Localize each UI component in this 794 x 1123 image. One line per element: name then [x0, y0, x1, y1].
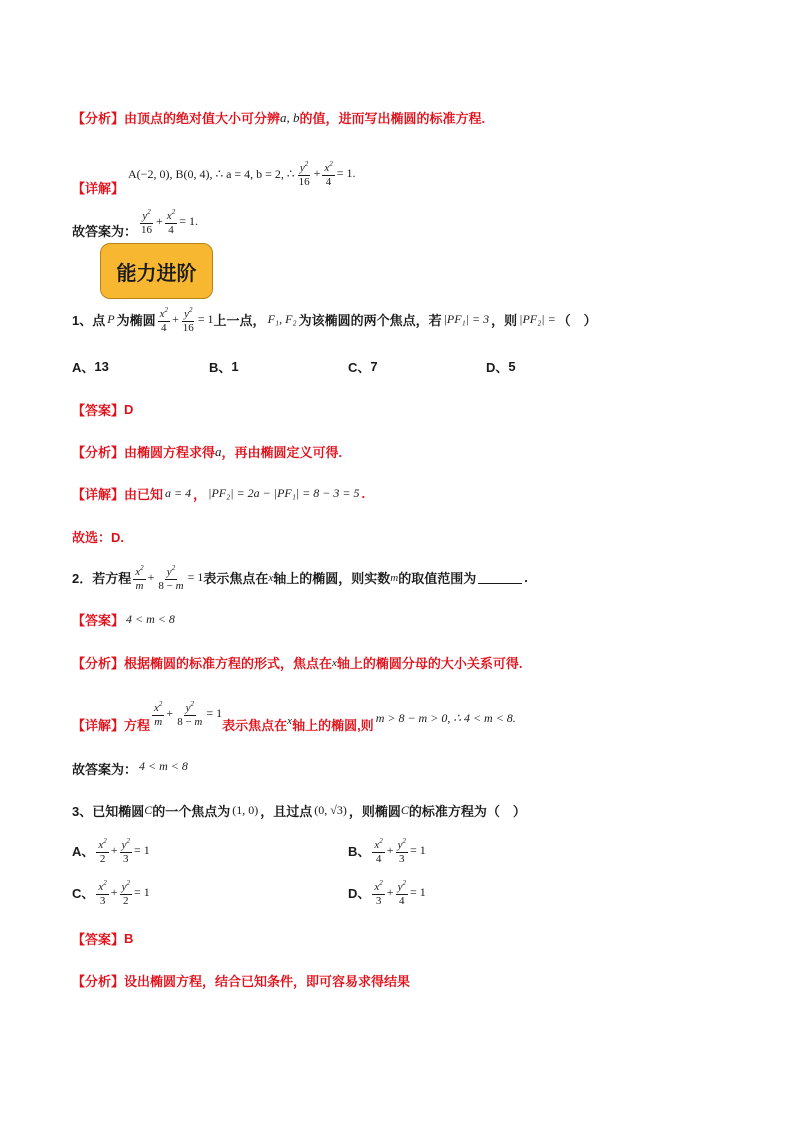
- final-expression: 4 < m < 8: [139, 759, 188, 773]
- detail-text: 由已知: [124, 487, 164, 502]
- answer-tag: 【答案】: [72, 403, 125, 418]
- var-c: C: [400, 803, 409, 817]
- q2-detail: 【详解】 方程 $\frac{x^2}{m}$ + $\frac{y^2}{8 - m}$ = 1 表示焦点在 x 轴上的椭圆,则 m > 8 − m > 0, ∴ 4 < m < 8.: [72, 700, 516, 733]
- q1-option-c[interactable]: C、 7: [348, 359, 378, 375]
- fraction-x2-4: $\frac{x^2}{4}$: [166, 208, 176, 236]
- var-x: x: [332, 656, 337, 669]
- detail-text: ，: [193, 487, 207, 502]
- var-x: x: [287, 714, 293, 727]
- q1-text: 为该椭圆的两个焦点，若: [298, 313, 442, 328]
- q3-option-b[interactable]: B、 $\frac{x^2}{4}$ + $\frac{y^2}{3}$ = 1: [348, 837, 426, 865]
- analysis-text: 设出椭圆方程，结合已知条件，即可容易求得结果: [124, 974, 411, 989]
- detail-expression: a = 4: [165, 486, 192, 500]
- fraction-x2-m: $\frac{x^2}{m}$: [154, 700, 163, 728]
- q3-text: 的一个焦点为: [152, 804, 231, 819]
- q2-stem: 2．若方程 $\frac{x^2}{m}$ + $\frac{y^2}{8 - m}$ = 1 表示焦点在 x 轴上的椭圆，则实数 m 的取值范围为 .: [72, 564, 528, 592]
- q1-detail: [72, 484, 365, 503]
- q1-analysis: [72, 442, 342, 461]
- analysis-var: a, b: [280, 109, 300, 125]
- q1-text: 上一点，: [213, 313, 266, 328]
- fraction-y2-16: $\frac{y^2}{16}$: [298, 160, 310, 188]
- detail-expression: A(−2, 0), B(0, 4), ∴ a = 4, b = 2, ∴: [128, 167, 295, 181]
- q1-text: 为椭圆: [116, 313, 156, 328]
- answer-value: 4 < m < 8: [126, 612, 175, 626]
- q3-text: 3、已知椭圆: [72, 804, 145, 819]
- fraction-y2-8m: $\frac{y^2}{8 - m}$: [158, 564, 184, 592]
- detail-text: 方程: [124, 718, 151, 733]
- q2-text: 的取值范围为: [398, 571, 477, 586]
- q1-option-b[interactable]: B、 1: [209, 359, 239, 375]
- analysis-tag: 【分析】: [72, 445, 125, 460]
- q1-answer: [72, 400, 133, 419]
- q3-option-c[interactable]: C、 $\frac{x^2}{3}$ + $\frac{y^2}{2}$ = 1: [72, 879, 150, 907]
- q3-option-d[interactable]: D、 $\frac{x^2}{3}$ + $\frac{y^2}{4}$ = 1: [348, 879, 426, 907]
- analysis-text: 的值，进而写出椭圆的标准方程.: [299, 111, 486, 126]
- q1-text: 1、点: [72, 313, 106, 328]
- q2-text: 2．若方程: [72, 571, 132, 586]
- fraction-x2-m: $\frac{x^2}{m}$: [135, 564, 144, 592]
- q3-answer: [72, 929, 133, 948]
- detail-tag: 【详解】: [72, 487, 125, 502]
- intro-final: 故答案为： $\frac{y^2}{16}$ + $\frac{x^2}{4}$ = 1.: [72, 208, 198, 239]
- q3-analysis: [72, 971, 410, 990]
- detail-text: .: [361, 486, 366, 501]
- detail-expression: m > 8 − m > 0, ∴ 4 < m < 8.: [375, 711, 516, 725]
- q3-text: ，则椭圆: [348, 804, 401, 819]
- ask-expression: |PF₂| =: [519, 312, 556, 326]
- detail-text: 表示焦点在: [222, 718, 288, 733]
- q1-option-a[interactable]: A、 13: [72, 359, 109, 375]
- q2-text: .: [524, 570, 528, 585]
- answer-value: D: [124, 402, 134, 417]
- intro-detail: 【详解】 A(−2, 0), B(0, 4), ∴ a = 4, b = 2, ∴ $\frac{y^2}{16}$ + $\frac{x^2}{4}$ = 1.: [72, 160, 356, 196]
- q2-analysis: [72, 653, 523, 672]
- condition: |PF₁| = 3: [443, 312, 490, 326]
- fraction-x2-4: $\frac{x^2}{4}$: [159, 306, 168, 334]
- q1-option-d[interactable]: D、 5: [486, 359, 516, 375]
- q1-text: ，则: [491, 313, 518, 328]
- q2-answer: [72, 610, 175, 629]
- analysis-tag: 【分析】: [72, 974, 125, 989]
- foci: F₁, F₂: [267, 312, 297, 326]
- pass-point: (0, √3): [314, 803, 347, 817]
- analysis-text: 轴上的椭圆分母的大小关系可得.: [336, 656, 523, 671]
- q2-text: 轴上的椭圆，则实数: [273, 571, 391, 586]
- q3-text: 的标准方程为（ ）: [408, 804, 526, 819]
- var-x: x: [268, 571, 274, 584]
- fraction-y2-16: $\frac{y^2}{16}$: [182, 306, 194, 334]
- answer-tag: 【答案】: [72, 932, 125, 947]
- fraction-x2-4: $\frac{x^2}{4}$: [324, 160, 333, 188]
- final-label: 故答案为：: [72, 762, 138, 777]
- analysis-text: 由顶点的绝对值大小可分辨: [124, 111, 281, 126]
- q3-stem: [72, 801, 526, 820]
- var-c: C: [144, 803, 153, 817]
- var-a: a: [215, 443, 222, 459]
- analysis-tag: 【分析】: [72, 111, 125, 126]
- var-m: m: [390, 571, 399, 584]
- var-p: P: [107, 312, 115, 326]
- answer-value: B: [124, 931, 134, 946]
- final-label: 故答案为：: [72, 224, 138, 239]
- detail-tag: 【详解】: [72, 718, 125, 733]
- detail-expression: |PF₂| = 2a − |PF₁| = 8 − 3 = 5: [208, 486, 360, 500]
- answer-blank[interactable]: [478, 571, 522, 584]
- answer-tag: 【答案】: [72, 613, 125, 628]
- q1-stem: 1、点 P 为椭圆 $\frac{x^2}{4}$ + $\frac{y^2}{16}$ = 1 上一点， F₁, F₂ 为该椭圆的两个焦点，若 |PF₁| = 3 ，则 |PF₂| = （ ）: [72, 306, 597, 334]
- fraction-y2-8m: $\frac{y^2}{8 - m}$: [177, 700, 203, 728]
- detail-tag: 【详解】: [72, 181, 125, 196]
- analysis-text: 根据椭圆的标准方程的形式，焦点在: [124, 656, 333, 671]
- fraction-y2-16: $\frac{y^2}{16}$: [141, 208, 153, 236]
- q2-text: 表示焦点在: [203, 571, 269, 586]
- analysis-tag: 【分析】: [72, 656, 125, 671]
- focus-point: (1, 0): [232, 803, 259, 817]
- q3-option-a[interactable]: A、 $\frac{x^2}{2}$ + $\frac{y^2}{3}$ = 1: [72, 837, 150, 865]
- final-text: 故选：D.: [72, 530, 125, 545]
- intro-analysis: [72, 108, 485, 127]
- q1-final: [72, 527, 124, 546]
- analysis-text: 由椭圆方程求得: [124, 445, 216, 460]
- answer-paren: （ ）: [557, 313, 597, 328]
- q2-final: [72, 759, 188, 778]
- detail-text: 轴上的椭圆,则: [292, 718, 374, 733]
- section-badge: 能力进阶: [100, 243, 213, 299]
- analysis-text: ，再由椭圆定义可得.: [221, 445, 343, 460]
- q3-text: ，且过点: [260, 804, 313, 819]
